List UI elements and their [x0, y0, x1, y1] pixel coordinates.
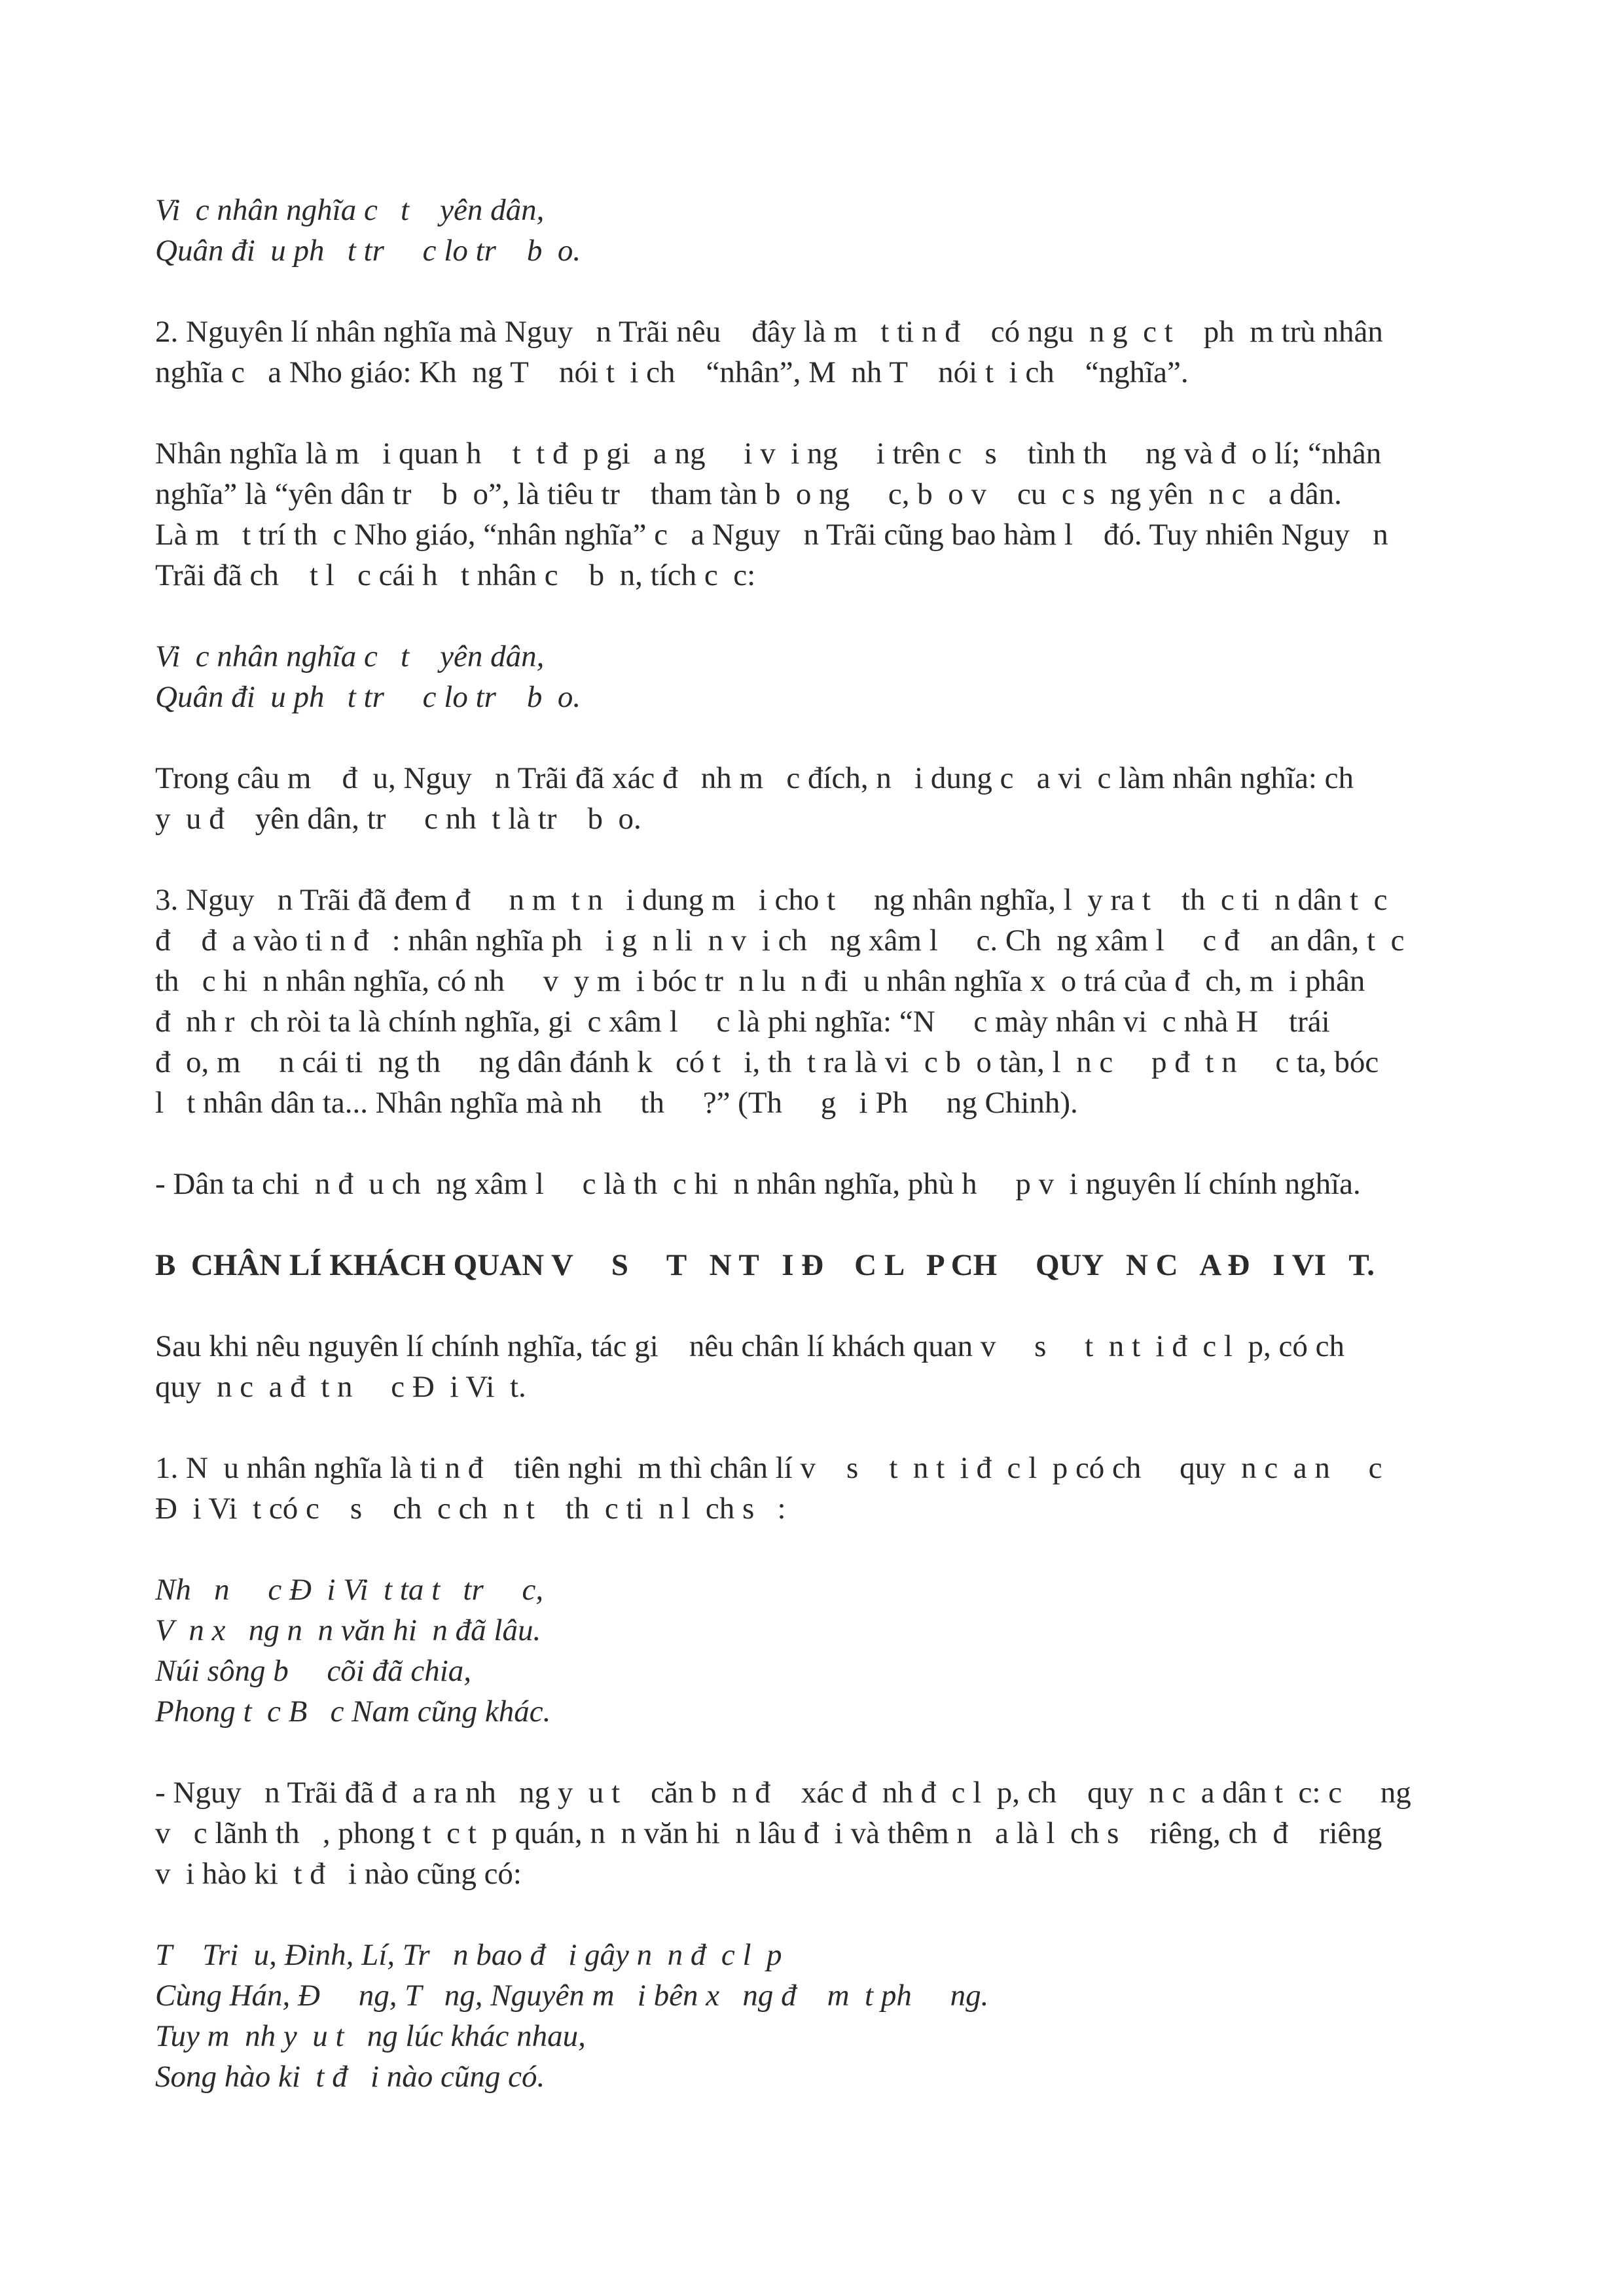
text-line: th c hi n nhân nghĩa, có nh v y m i bóc tr n lu n đi u nhân nghĩa x o trá của đ ch, m i phân — [155, 964, 1365, 998]
text-line: nghĩa c a Nho giáo: Kh ng T nói t i ch “nhân”, M nh T nói t i ch “nghĩa”. — [155, 355, 1189, 389]
text-line: Trong câu m đ u, Nguy n Trãi đã xác đ nh m c đích, n i dung c a vi c làm nhân nghĩa: ch — [155, 761, 1354, 795]
text-line: 3. Nguy n Trãi đã đem đ n m t n i dung m i cho t ng nhân nghĩa, l y ra t th c ti n dân t c — [155, 883, 1388, 917]
text-line: đ nh r ch ròi ta là chính nghĩa, gi c xâm l c là phi nghĩa: “N c mày nhân vi c nhà H trái — [155, 1005, 1330, 1039]
paragraph — [155, 312, 1543, 393]
text-line: đ đ a vào ti n đ : nhân nghĩa ph i g n li n v i ch ng xâm l c. Ch ng xâm l c đ an dân, t c — [155, 924, 1405, 958]
text-line: Nhân nghĩa là m i quan h t t đ p gi a ng i v i ng i trên c s tình th ng và đ o lí; “nhân — [155, 437, 1382, 471]
text-line: v i hào ki t đ i nào cũng có: — [155, 1857, 522, 1891]
text-line: B CHÂN LÍ KHÁCH QUAN V S T N T I Đ C L P CH QUY N C A Đ I VI T. — [155, 1248, 1375, 1282]
verse-line: Núi sông b cõi đã chia, — [155, 1654, 472, 1688]
section-heading — [155, 1245, 1543, 1285]
verse-block — [155, 636, 1543, 717]
text-line: 1. N u nhân nghĩa là ti n đ tiên nghi m thì chân lí v s t n t i đ c l p có ch quy n c a n c — [155, 1451, 1382, 1485]
paragraph — [155, 1164, 1543, 1204]
verse-block — [155, 1935, 1543, 2097]
verse-line: Vi c nhân nghĩa c t yên dân, — [155, 639, 545, 673]
verse-line: Tuy m nh y u t ng lúc khác nhau, — [155, 2019, 586, 2053]
text-line: - Dân ta chi n đ u ch ng xâm l c là th c hi n nhân nghĩa, phù h p v i nguyên lí chính nghĩa. — [155, 1167, 1361, 1201]
verse-line: Quân đi u ph t tr c lo tr b o. — [155, 680, 581, 714]
paragraph — [155, 1772, 1543, 1894]
verse-block — [155, 1570, 1543, 1732]
verse-line: Phong t c B c Nam cũng khác. — [155, 1695, 551, 1729]
paragraph — [155, 1448, 1543, 1529]
verse-block — [155, 190, 1543, 271]
paragraph — [155, 758, 1543, 839]
text-line: Đ i Vi t có c s ch c ch n t th c ti n l ch s : — [155, 1492, 786, 1526]
text-line: Sau khi nêu nguyên lí chính nghĩa, tác gi nêu chân lí khách quan v s t n t i đ c l p, có ch — [155, 1329, 1344, 1363]
text-line: Trãi đã ch t l c cái h t nhân c b n, tích c c: — [155, 558, 756, 592]
text-line: v c lãnh th , phong t c t p quán, n n văn hi n lâu đ i và thêm n a là l ch s riêng, ch đ riêng — [155, 1816, 1382, 1850]
text-line: quy n c a đ t n c Đ i Vi t. — [155, 1370, 526, 1404]
text-line: Là m t trí th c Nho giáo, “nhân nghĩa” c a Nguy n Trãi cũng bao hàm l đó. Tuy nhiên Nguy n — [155, 518, 1388, 552]
verse-line: V n x ng n n văn hi n đã lâu. — [155, 1613, 541, 1647]
verse-line: Nh n c Đ i Vi t ta t tr c, — [155, 1573, 544, 1607]
verse-line: Cùng Hán, Đ ng, T ng, Nguyên m i bên x ng đ m t ph ng. — [155, 1979, 989, 2013]
paragraph — [155, 880, 1543, 1123]
paragraph — [155, 1326, 1543, 1407]
text-line: y u đ yên dân, tr c nh t là tr b o. — [155, 802, 641, 836]
paragraph — [155, 433, 1543, 596]
text-line: nghĩa” là “yên dân tr b o”, là tiêu tr tham tàn b o ng c, b o v cu c s ng yên n c a dân. — [155, 477, 1342, 511]
verse-line: Quân đi u ph t tr c lo tr b o. — [155, 234, 581, 268]
verse-line: T Tri u, Đinh, Lí, Tr n bao đ i gây n n đ c l p — [155, 1938, 782, 1972]
text-line: - Nguy n Trãi đã đ a ra nh ng y u t căn b n đ xác đ nh đ c l p, ch quy n c a dân t c: c ng — [155, 1776, 1411, 1810]
document-body — [155, 190, 1543, 2138]
verse-line: Song hào ki t đ i nào cũng có. — [155, 2060, 545, 2094]
text-line: đ o, m n cái ti ng th ng dân đánh k có t i, th t ra là vi c b o tàn, l n c p đ t n c ta, bóc — [155, 1045, 1379, 1079]
text-line: 2. Nguyên lí nhân nghĩa mà Nguy n Trãi nêu đây là m t ti n đ có ngu n g c t ph m trù nhân — [155, 315, 1383, 349]
text-line: l t nhân dân ta... Nhân nghĩa mà nh th ?” (Th g i Ph ng Chinh). — [155, 1086, 1078, 1120]
verse-line: Vi c nhân nghĩa c t yên dân, — [155, 193, 545, 227]
